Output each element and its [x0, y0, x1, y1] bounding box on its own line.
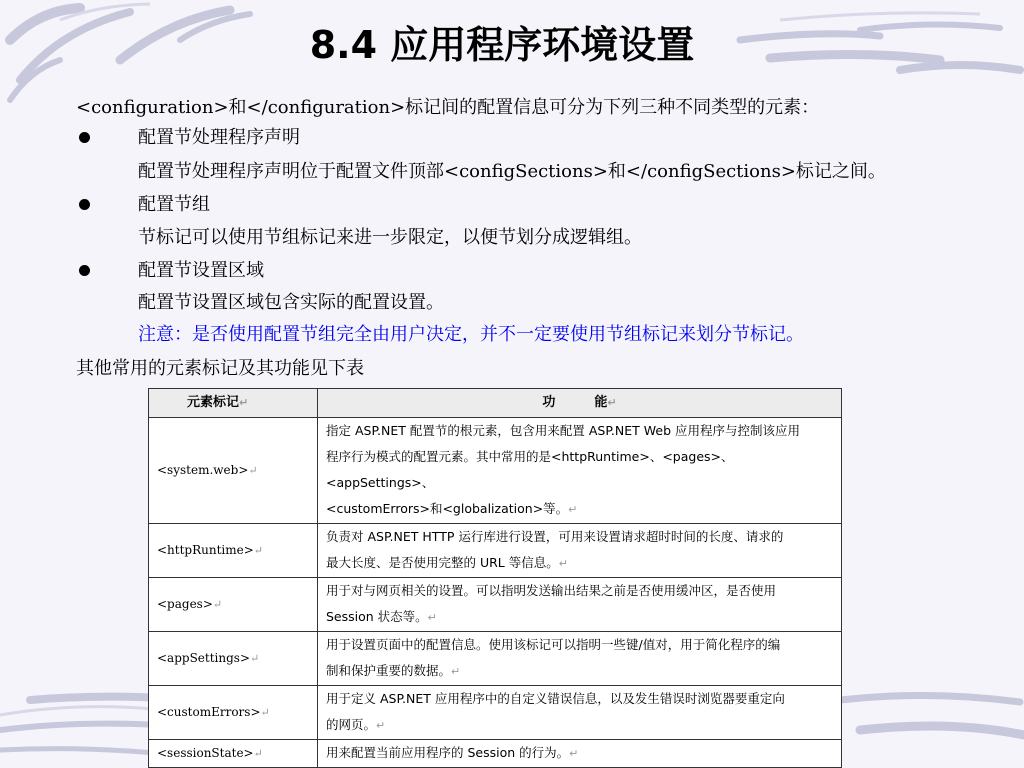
section-heading: 配置节处理程序声明 [138, 127, 300, 148]
section-heading: 配置节组 [138, 194, 210, 215]
table-header-name: 元素标记↵ [149, 389, 318, 418]
bullet-icon [79, 132, 90, 143]
element-function-cell [318, 578, 842, 632]
function-line: <customErrors>和<globalization>等。↵ [326, 501, 578, 516]
table-intro-text: 其他常用的元素标记及其功能见下表 [76, 358, 364, 379]
table-row [149, 740, 842, 768]
section-description: 配置节设置区域包含实际的配置设置。 [138, 292, 444, 313]
function-line: 用于设置页面中的配置信息。使用该标记可以指明一些键/值对，用于简化程序的编 [326, 637, 781, 652]
element-function-cell [318, 418, 842, 524]
element-name-cell: <pages>↵ [149, 578, 318, 632]
table-row [149, 418, 842, 524]
element-name-cell: <appSettings>↵ [149, 632, 318, 686]
element-name-cell: <sessionState>↵ [149, 740, 318, 768]
table-row [149, 686, 842, 740]
element-function-cell [318, 632, 842, 686]
function-line: 的网页。↵ [326, 717, 386, 732]
function-line: Session 状态等。↵ [326, 609, 437, 624]
element-name-cell: <system.web>↵ [149, 418, 318, 524]
section-description: 配置节处理程序声明位于配置文件顶部<configSections>和</configSections>标记之间。 [138, 161, 886, 182]
function-line: 最大长度、是否使用完整的 URL 等信息。↵ [326, 555, 568, 570]
bullet-icon [79, 199, 90, 210]
element-function-cell [318, 524, 842, 578]
section-heading: 配置节设置区域 [138, 260, 264, 281]
element-function-cell [318, 740, 842, 768]
function-line: 用于对与网页相关的设置。可以指明发送输出结果之前是否使用缓冲区，是否使用 [326, 583, 777, 598]
section-description: 节标记可以使用节组标记来进一步限定，以便节划分成逻辑组。 [138, 227, 642, 248]
element-table [148, 388, 842, 768]
table-header-function: 功 能↵ [318, 389, 842, 418]
function-line: 指定 ASP.NET 配置节的根元素，包含用来配置 ASP.NET Web 应用程序与控制该应用 [326, 423, 800, 438]
table-row [149, 632, 842, 686]
function-line: 用来配置当前应用程序的 Session 的行为。↵ [326, 745, 579, 760]
function-line: 用于定义 ASP.NET 应用程序中的自定义错误信息，以及发生错误时浏览器要重定向 [326, 691, 785, 706]
note-text: 注意：是否使用配置节组完全由用户决定，并不一定要使用节组标记来划分节标记。 [138, 324, 804, 345]
table-row [149, 524, 842, 578]
element-name-cell: <httpRuntime>↵ [149, 524, 318, 578]
element-name-cell: <customErrors>↵ [149, 686, 318, 740]
function-line: 程序行为模式的配置元素。其中常用的是<httpRuntime>、<pages>、<appSettings>、 [326, 449, 734, 490]
intro-text: <configuration>和</configuration>标记间的配置信息可分为下列三种不同类型的元素： [76, 97, 820, 118]
table-row [149, 578, 842, 632]
table-header-row [149, 389, 842, 418]
function-line: 负责对 ASP.NET HTTP 运行库进行设置，可用来设置请求超时时间的长度、请求的 [326, 529, 784, 544]
slide-title: 8.4 应用程序环境设置 [309, 23, 695, 67]
bullet-icon [79, 265, 90, 276]
function-line: 制和保护重要的数据。↵ [326, 663, 461, 678]
element-function-cell [318, 686, 842, 740]
